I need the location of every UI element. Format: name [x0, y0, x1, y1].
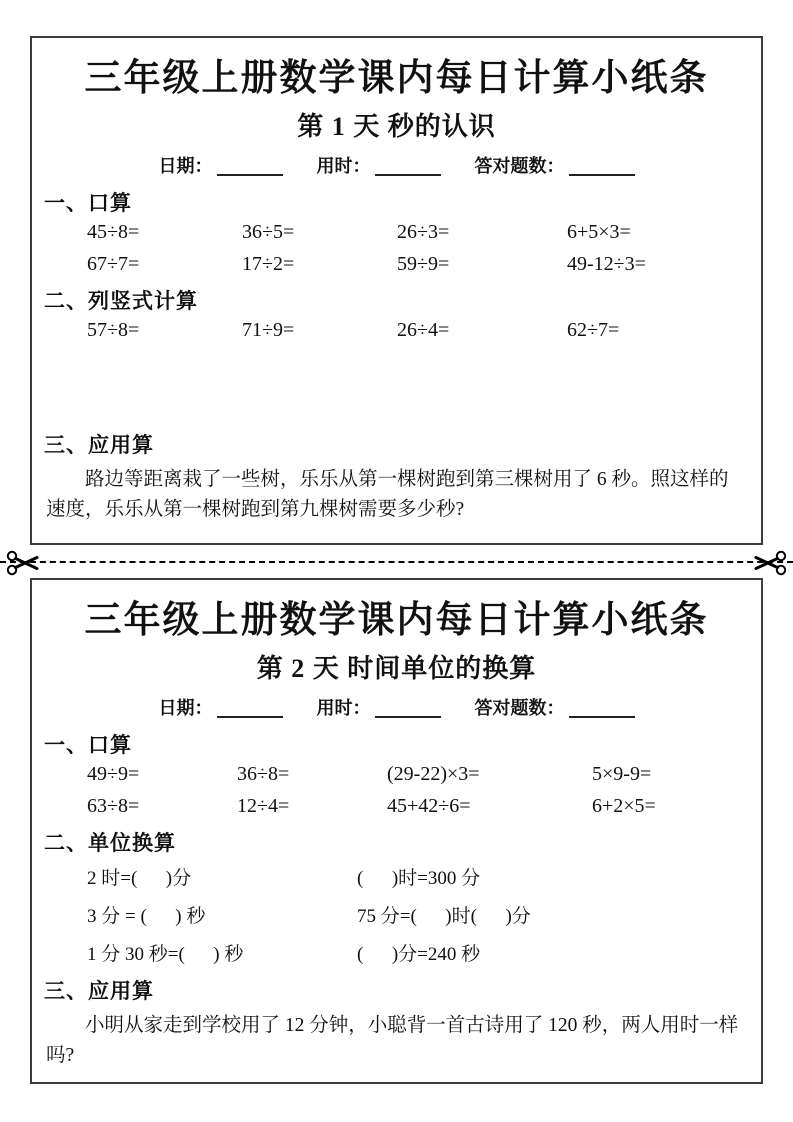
meta-time [317, 152, 441, 178]
meta-time-label: 用时： [316, 156, 371, 176]
problem: 6+2×5= [592, 795, 656, 817]
sheet-title: 三年级上册数学课内每日计算小纸条 [84, 600, 709, 641]
problem: 62÷7= [567, 319, 620, 341]
problem: 49-12÷3= [567, 253, 646, 275]
scissors-icon [753, 550, 787, 576]
problem: 26÷3= [397, 221, 450, 243]
time-blank [375, 160, 441, 176]
score-blank [569, 702, 635, 718]
date-blank [217, 160, 283, 176]
problem: 71÷9= [242, 319, 295, 341]
problem: 45÷8= [87, 221, 140, 243]
problem: 63÷8= [87, 795, 140, 817]
score-blank [569, 160, 635, 176]
meta-time-label: 用时： [316, 698, 371, 718]
problem: 59÷9= [397, 253, 450, 275]
problem: 12÷4= [237, 795, 290, 817]
problem: 36÷8= [237, 763, 290, 785]
problem: 26÷4= [397, 319, 450, 341]
oral-problems-grid [87, 763, 747, 818]
cut-line [0, 561, 793, 563]
section-heading-word: 三、应用算 [44, 433, 154, 457]
scissors-icon [6, 550, 40, 576]
calculation-workspace [32, 342, 761, 420]
sheet-title: 三年级上册数学课内每日计算小纸条 [84, 58, 709, 99]
conversion-problem: 2 时=( )分 [87, 868, 192, 889]
meta-date [159, 152, 283, 178]
oral-problems-grid [87, 221, 747, 276]
meta-date-label: 日期： [158, 156, 213, 176]
time-blank [375, 702, 441, 718]
section-heading-oral: 一、口算 [44, 191, 132, 215]
section-heading-conversion: 二、单位换算 [44, 831, 176, 855]
meta-line [32, 694, 761, 720]
unit-conversion-grid [87, 863, 747, 966]
conversion-problem: 3 分 = ( ) 秒 [87, 906, 206, 927]
meta-score [475, 152, 635, 178]
meta-line [32, 152, 761, 178]
meta-score-label: 答对题数： [474, 698, 565, 718]
section-heading-oral: 一、口算 [44, 733, 132, 757]
problem: 6+5×3= [567, 221, 631, 243]
day-subtitle: 第 2 天 时间单位的换算 [256, 654, 537, 683]
meta-score [475, 694, 635, 720]
word-problem-text: 小明从家走到学校用了 12 分钟，小聪背一首古诗用了 120 秒，两人用时一样吗? [46, 1015, 739, 1067]
meta-score-label: 答对题数： [474, 156, 565, 176]
day-subtitle: 第 1 天 秒的认识 [297, 112, 496, 141]
problem: 5×9-9= [592, 763, 652, 785]
meta-time [317, 694, 441, 720]
vertical-problems-grid [87, 319, 747, 342]
conversion-problem: ( )时=300 分 [357, 868, 481, 889]
problem: 17÷2= [242, 253, 295, 275]
worksheet-sheet-day2 [30, 578, 763, 1084]
word-problem-text: 路边等距离栽了一些树，乐乐从第一棵树跑到第三棵树用了 6 秒。照这样的速度，乐乐从第一棵树跑到第九棵树需要多少秒? [46, 469, 729, 521]
problem: 67÷7= [87, 253, 140, 275]
problem: 57÷8= [87, 319, 140, 341]
conversion-problem: 1 分 30 秒=( ) 秒 [87, 944, 244, 965]
meta-date [159, 694, 283, 720]
meta-date-label: 日期： [158, 698, 213, 718]
section-heading-word: 三、应用算 [44, 979, 154, 1003]
section-heading-vertical: 二、列竖式计算 [44, 289, 198, 313]
date-blank [217, 702, 283, 718]
problem: (29-22)×3= [387, 763, 480, 785]
problem: 45+42÷6= [387, 795, 471, 817]
worksheet-sheet-day1 [30, 36, 763, 545]
problem: 36÷5= [242, 221, 295, 243]
conversion-problem: ( )分=240 秒 [357, 944, 481, 965]
problem: 49÷9= [87, 763, 140, 785]
conversion-problem: 75 分=( )时( )分 [357, 906, 531, 927]
